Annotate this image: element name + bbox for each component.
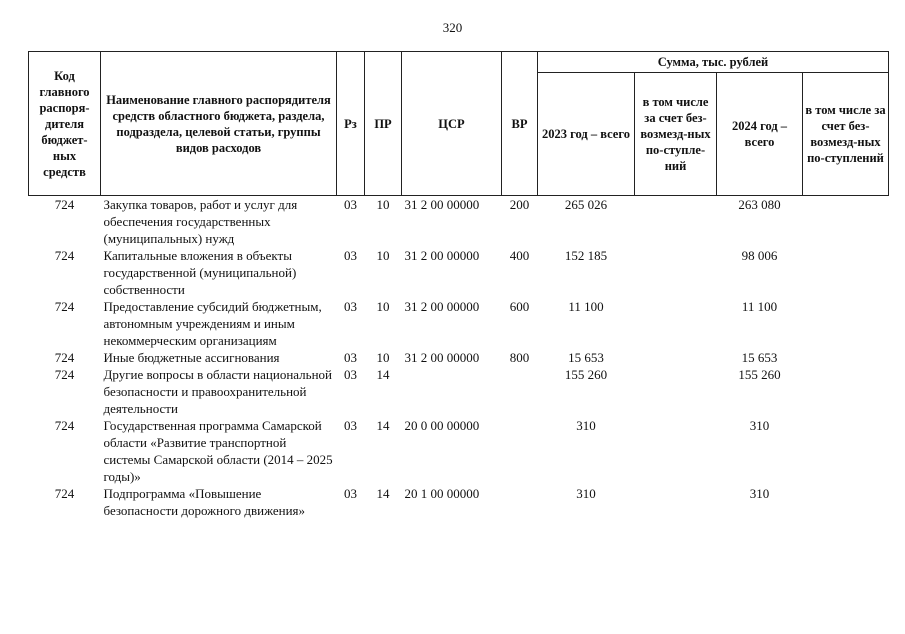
cell-pr: 10 (376, 197, 390, 212)
cell-2024-free (803, 196, 889, 248)
cell-code: 724 (54, 248, 75, 263)
cell-vr (502, 366, 538, 417)
cell-name: Предоставление субсидий бюджетным, автономным учреждениям и иным некоммерческим организациям (103, 299, 322, 348)
cell-csr: 31 2 00 00000 (404, 299, 480, 314)
cell-2023-free (635, 349, 717, 366)
cell-name: Капитальные вложения в объекты государственной (муниципальной) собственности (103, 248, 297, 297)
cell-csr: 31 2 00 00000 (404, 248, 480, 263)
cell-2024-total: 98 006 (741, 248, 778, 263)
cell-2024-free (803, 349, 889, 366)
header-2024-total: 2024 год – всего (717, 73, 803, 196)
cell-vr (502, 485, 538, 519)
header-pr: ПР (365, 52, 402, 196)
cell-code: 724 (54, 418, 75, 433)
cell-rz: 03 (344, 197, 357, 212)
cell-2024-total: 15 653 (741, 350, 778, 365)
cell-pr: 14 (376, 418, 390, 433)
cell-pr: 14 (376, 486, 390, 501)
cell-rz: 03 (344, 350, 357, 365)
header-name: Наименование главного распорядителя средств областного бюджета, раздела, подраздела, целевой статьи, группы видов расходов (101, 52, 337, 196)
header-csr: ЦСР (402, 52, 502, 196)
cell-csr: 31 2 00 00000 (404, 197, 480, 212)
table-row (29, 485, 889, 519)
header-2023-total: 2023 год – всего (538, 73, 635, 196)
cell-2024-total: 263 080 (738, 197, 781, 212)
cell-csr: 20 0 00 00000 (404, 418, 480, 433)
cell-2023-free (635, 247, 717, 298)
cell-csr (402, 366, 502, 417)
cell-code: 724 (54, 197, 75, 212)
cell-rz: 03 (344, 486, 357, 501)
cell-rz: 03 (344, 367, 357, 382)
cell-name: Государственная программа Самарской области «Развитие транспортной системы Самарской области (2014 – 2025 годы)» (103, 418, 333, 484)
header-rz: Рз (337, 52, 365, 196)
cell-rz: 03 (344, 299, 357, 314)
cell-name: Иные бюджетные ассигнования (103, 350, 280, 365)
cell-code: 724 (54, 350, 75, 365)
cell-rz: 03 (344, 418, 357, 433)
cell-2023-total: 155 260 (564, 367, 608, 382)
cell-name: Подпрограмма «Повышение безопасности дорожного движения» (103, 486, 306, 518)
header-2024-free: в том числе за счет без-возмезд-ных по-ступлений (803, 73, 889, 196)
cell-vr: 400 (509, 248, 530, 263)
cell-2024-total: 310 (749, 486, 770, 501)
cell-2024-total: 155 260 (738, 367, 781, 382)
header-code: Код главного распоря-дителя бюджет-ных средств (29, 52, 101, 196)
table-row (29, 298, 889, 349)
cell-pr: 10 (376, 299, 390, 314)
cell-pr: 14 (376, 367, 390, 382)
cell-vr: 800 (509, 350, 530, 365)
cell-2024-free (803, 417, 889, 485)
cell-2023-total: 265 026 (564, 197, 608, 212)
cell-2024-free (803, 298, 889, 349)
cell-2024-free (803, 366, 889, 417)
header-sum-group: Сумма, тыс. рублей (538, 52, 889, 73)
cell-csr: 31 2 00 00000 (404, 350, 480, 365)
cell-2023-free (635, 485, 717, 519)
cell-csr: 20 1 00 00000 (404, 486, 480, 501)
cell-2023-total: 152 185 (564, 248, 608, 263)
cell-pr: 10 (376, 248, 390, 263)
cell-2023-free (635, 417, 717, 485)
table-body (29, 196, 889, 520)
cell-2023-total: 11 100 (568, 299, 604, 314)
table-row (29, 366, 889, 417)
cell-2023-total: 310 (576, 418, 596, 433)
cell-code: 724 (54, 486, 75, 501)
table-header (29, 52, 889, 196)
table-row (29, 349, 889, 366)
cell-vr: 600 (509, 299, 530, 314)
cell-code: 724 (54, 367, 75, 382)
cell-2024-free (803, 485, 889, 519)
cell-2023-free (635, 196, 717, 248)
cell-2023-total: 310 (576, 486, 596, 501)
cell-name: Закупка товаров, работ и услуг для обеспечения государственных (муниципальных) нужд (103, 197, 298, 246)
cell-2023-free (635, 298, 717, 349)
cell-2023-total: 15 653 (568, 350, 604, 365)
cell-2024-total: 11 100 (741, 299, 778, 314)
cell-rz: 03 (344, 248, 357, 263)
table-row (29, 247, 889, 298)
cell-2024-free (803, 247, 889, 298)
header-2023-free: в том числе за счет без-возмезд-ных по-ступле-ний (635, 73, 717, 196)
table-row (29, 196, 889, 248)
cell-vr (502, 417, 538, 485)
cell-code: 724 (54, 299, 75, 314)
budget-table (28, 51, 889, 519)
cell-vr: 200 (509, 197, 530, 212)
page-number: 320 (442, 20, 463, 35)
header-vr: ВР (502, 52, 538, 196)
cell-pr: 10 (376, 350, 390, 365)
cell-2023-free (635, 366, 717, 417)
table-row (29, 417, 889, 485)
cell-2024-total: 310 (749, 418, 770, 433)
cell-name: Другие вопросы в области национальной безопасности и правоохранительной деятельности (103, 367, 332, 416)
